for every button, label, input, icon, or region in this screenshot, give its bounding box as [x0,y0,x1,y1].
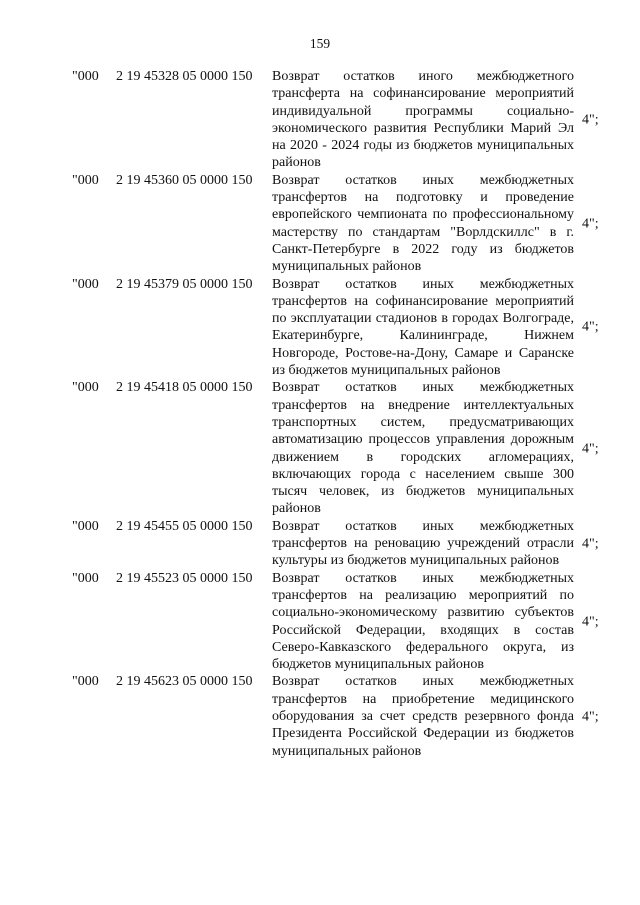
row-description: Возврат остатков иных межбюджетных трансфертов на приобретение медицинского оборудования за счет средств резервного фонда Президента Российской Федерации из бюджетов муниципальных районов [272,674,574,759]
row-prefix: "000 [72,518,99,534]
list-item [0,518,640,570]
list-item [0,570,640,674]
row-description: Возврат остатков иного межбюджетного трансферта на софинансирование мероприятий индивидуальной программы социально-экономического развития Республики Марий Эл на 2020 - 2024 годы из бюджетов муниципальных районов [272,69,574,171]
row-suffix: 4"; [582,708,599,724]
list-item [0,276,640,380]
row-prefix: "000 [72,172,99,188]
budget-code-list [0,68,640,760]
page-number: 159 [309,36,331,51]
budget-code: 2 19 45379 05 0000 150 [116,276,253,292]
list-item [0,379,640,517]
row-suffix: 4"; [582,536,599,552]
row-description: Возврат остатков иных межбюджетных трансфертов на внедрение интеллектуальных транспортных систем, предусматривающих автоматизацию процессов управления дорожным движением в городских агломерациях, включающих города с населением свыше 300 тысяч человек, из бюджетов муниципальных районов [272,380,574,517]
list-item [0,172,640,276]
row-suffix: 4"; [582,216,599,232]
row-prefix: "000 [72,570,99,586]
row-prefix: "000 [72,674,99,690]
budget-code: 2 19 45455 05 0000 150 [116,518,253,534]
row-prefix: "000 [72,69,99,84]
row-prefix: "000 [72,276,99,292]
budget-code: 2 19 45418 05 0000 150 [116,380,253,396]
row-suffix: 4"; [582,613,599,629]
row-suffix: 4"; [582,440,599,456]
row-suffix: 4"; [582,319,599,335]
row-description: Возврат остатков иных межбюджетных трансфертов на реновацию учреждений отрасли культуры из бюджетов муниципальных районов [272,518,574,569]
row-description: Возврат остатков иных межбюджетных трансфертов на софинансирование мероприятий по эксплуатации стадионов в городах Волгограде, Екатеринбурге, Калининграде, Нижнем Новгороде, Ростове-на-Дону, Самаре и Саранске из бюджетов муниципальных районов [272,276,574,379]
list-item [0,68,640,172]
row-description: Возврат остатков иных межбюджетных трансфертов на реализацию мероприятий по социально-экономическому развитию субъектов Российской Федерации, входящих в состав Северо-Кавказского федерального округа, из бюджетов муниципальных районов [272,570,574,673]
budget-code: 2 19 45623 05 0000 150 [116,674,253,690]
list-item [0,673,640,759]
row-description: Возврат остатков иных межбюджетных трансфертов на подготовку и проведение европейского чемпионата по профессиональному мастерству по стандартам "Ворлдскиллс" в г. Санкт-Петербурге в 2022 году из бюджетов муниципальных районов [272,172,574,275]
row-prefix: "000 [72,380,99,396]
budget-code: 2 19 45523 05 0000 150 [116,570,253,586]
budget-code: 2 19 45360 05 0000 150 [116,172,253,188]
row-suffix: 4"; [582,112,599,128]
budget-code: 2 19 45328 05 0000 150 [116,69,253,84]
